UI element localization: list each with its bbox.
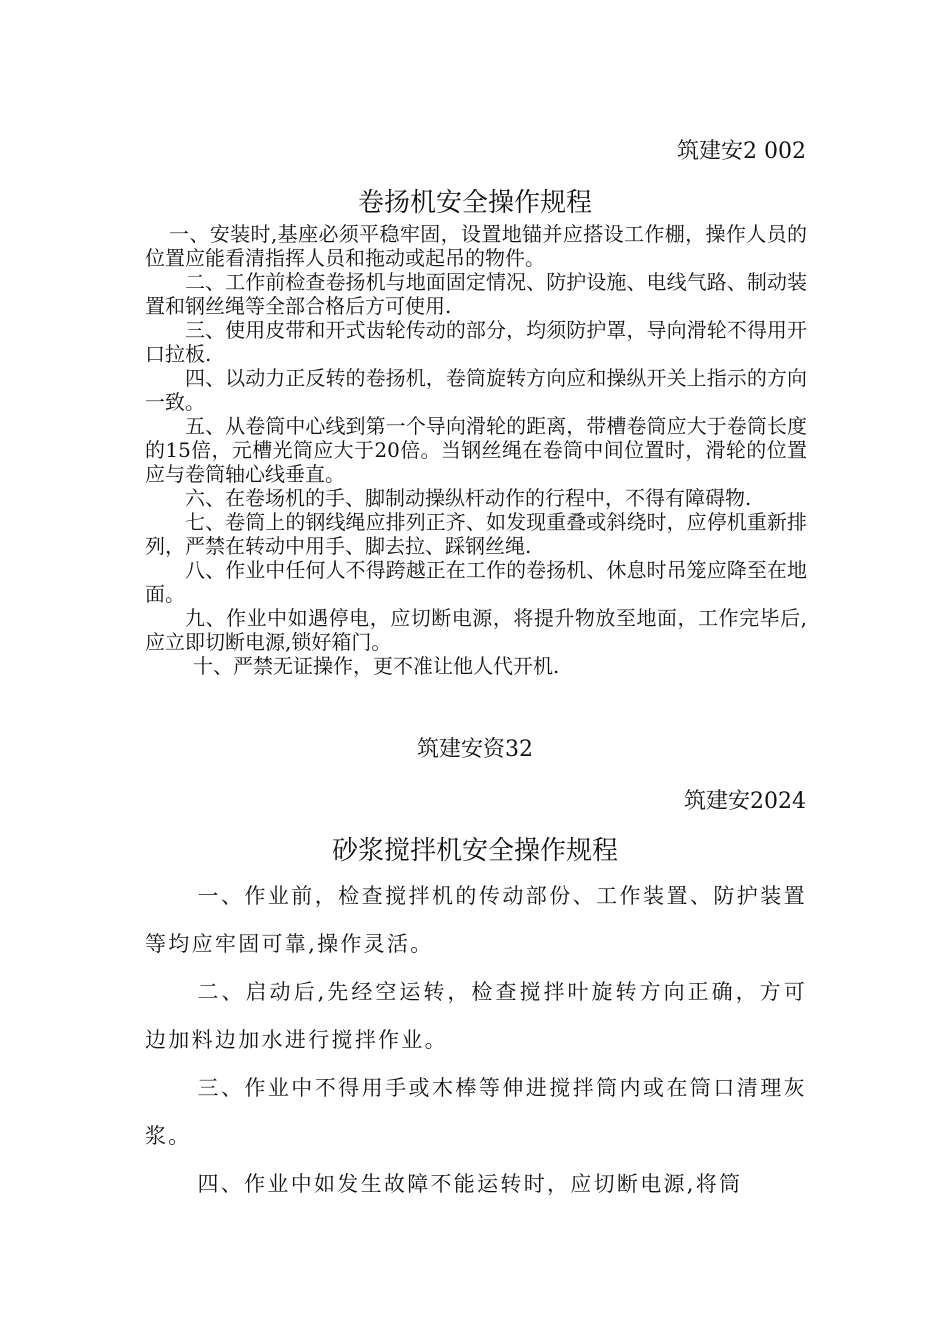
doc2-paragraph: 三、作业中不得用手或木棒等伸进搅拌筒内或在筒口清理灰浆。 [145,1076,807,1148]
doc2-body [145,872,807,1208]
doc1-paragraph: 一、安装时,基座必须平稳牢固，设置地锚并应搭设工作棚，操作人员的位置应能看清指挥人员和拖动或起吊的物件。 [145,222,807,270]
doc1-paragraph: 十、严禁无证操作，更不准让他人代开机. [193,654,560,678]
resource-label: 筑建安资32 [417,737,533,762]
doc1-paragraph: 九、作业中如遇停电，应切断电源，将提升物放至地面，工作完毕后,应立即切断电源,锁好箱门。 [145,606,807,654]
doc1-paragraph: 七、卷筒上的钢线绳应排列正齐、如发现重叠或斜绕时，应停机重新排列，严禁在转动中用手、脚去拉、踩钢丝绳. [145,510,807,558]
doc1-paragraph: 六、在卷场机的手、脚制动操纵杆动作的行程中，不得有障碍物. [185,486,752,510]
doc1-paragraph: 八、作业中任何人不得跨越正在工作的卷扬机、休息时吊笼应降至在地面。 [145,558,807,606]
doc2-paragraph: 四、作业中如发生故障不能运转时，应切断电源,将筒 [197,1172,743,1196]
doc1-body [145,222,807,678]
doc1-paragraph: 二、工作前检查卷扬机与地面固定情况、防护设施、电线气路、制动装置和钢丝绳等全部合格后方可使用. [145,270,807,318]
doc1-paragraph: 三、使用皮带和开式齿轮传动的部分，均须防护罩，导向滑轮不得用开口拉板. [145,318,807,366]
doc1-code: 筑建安2 002 [677,139,806,164]
doc1-paragraph: 五、从卷筒中心线到第一个导向滑轮的距离，带槽卷筒应大于卷筒长度的15倍，元槽光筒应大于20倍。当钢丝绳在卷筒中间位置时，滑轮的位置应与卷筒轴心线垂直。 [145,414,807,486]
doc2-paragraph: 二、启动后,先经空运转，检查搅拌叶旋转方向正确，方可边加料边加水进行搅拌作业。 [145,980,807,1052]
doc1-paragraph: 四、以动力正反转的卷扬机，卷筒旋转方向应和操纵开关上指示的方向一致。 [145,366,807,414]
doc2-code: 筑建安2024 [684,789,806,814]
doc1-title: 卷扬机安全操作规程 [357,188,592,218]
doc2-title: 砂浆搅拌机安全操作规程 [331,836,618,866]
doc2-paragraph: 一、作业前，检查搅拌机的传动部份、工作装置、防护装置等均应牢固可靠,操作灵活。 [145,884,807,956]
